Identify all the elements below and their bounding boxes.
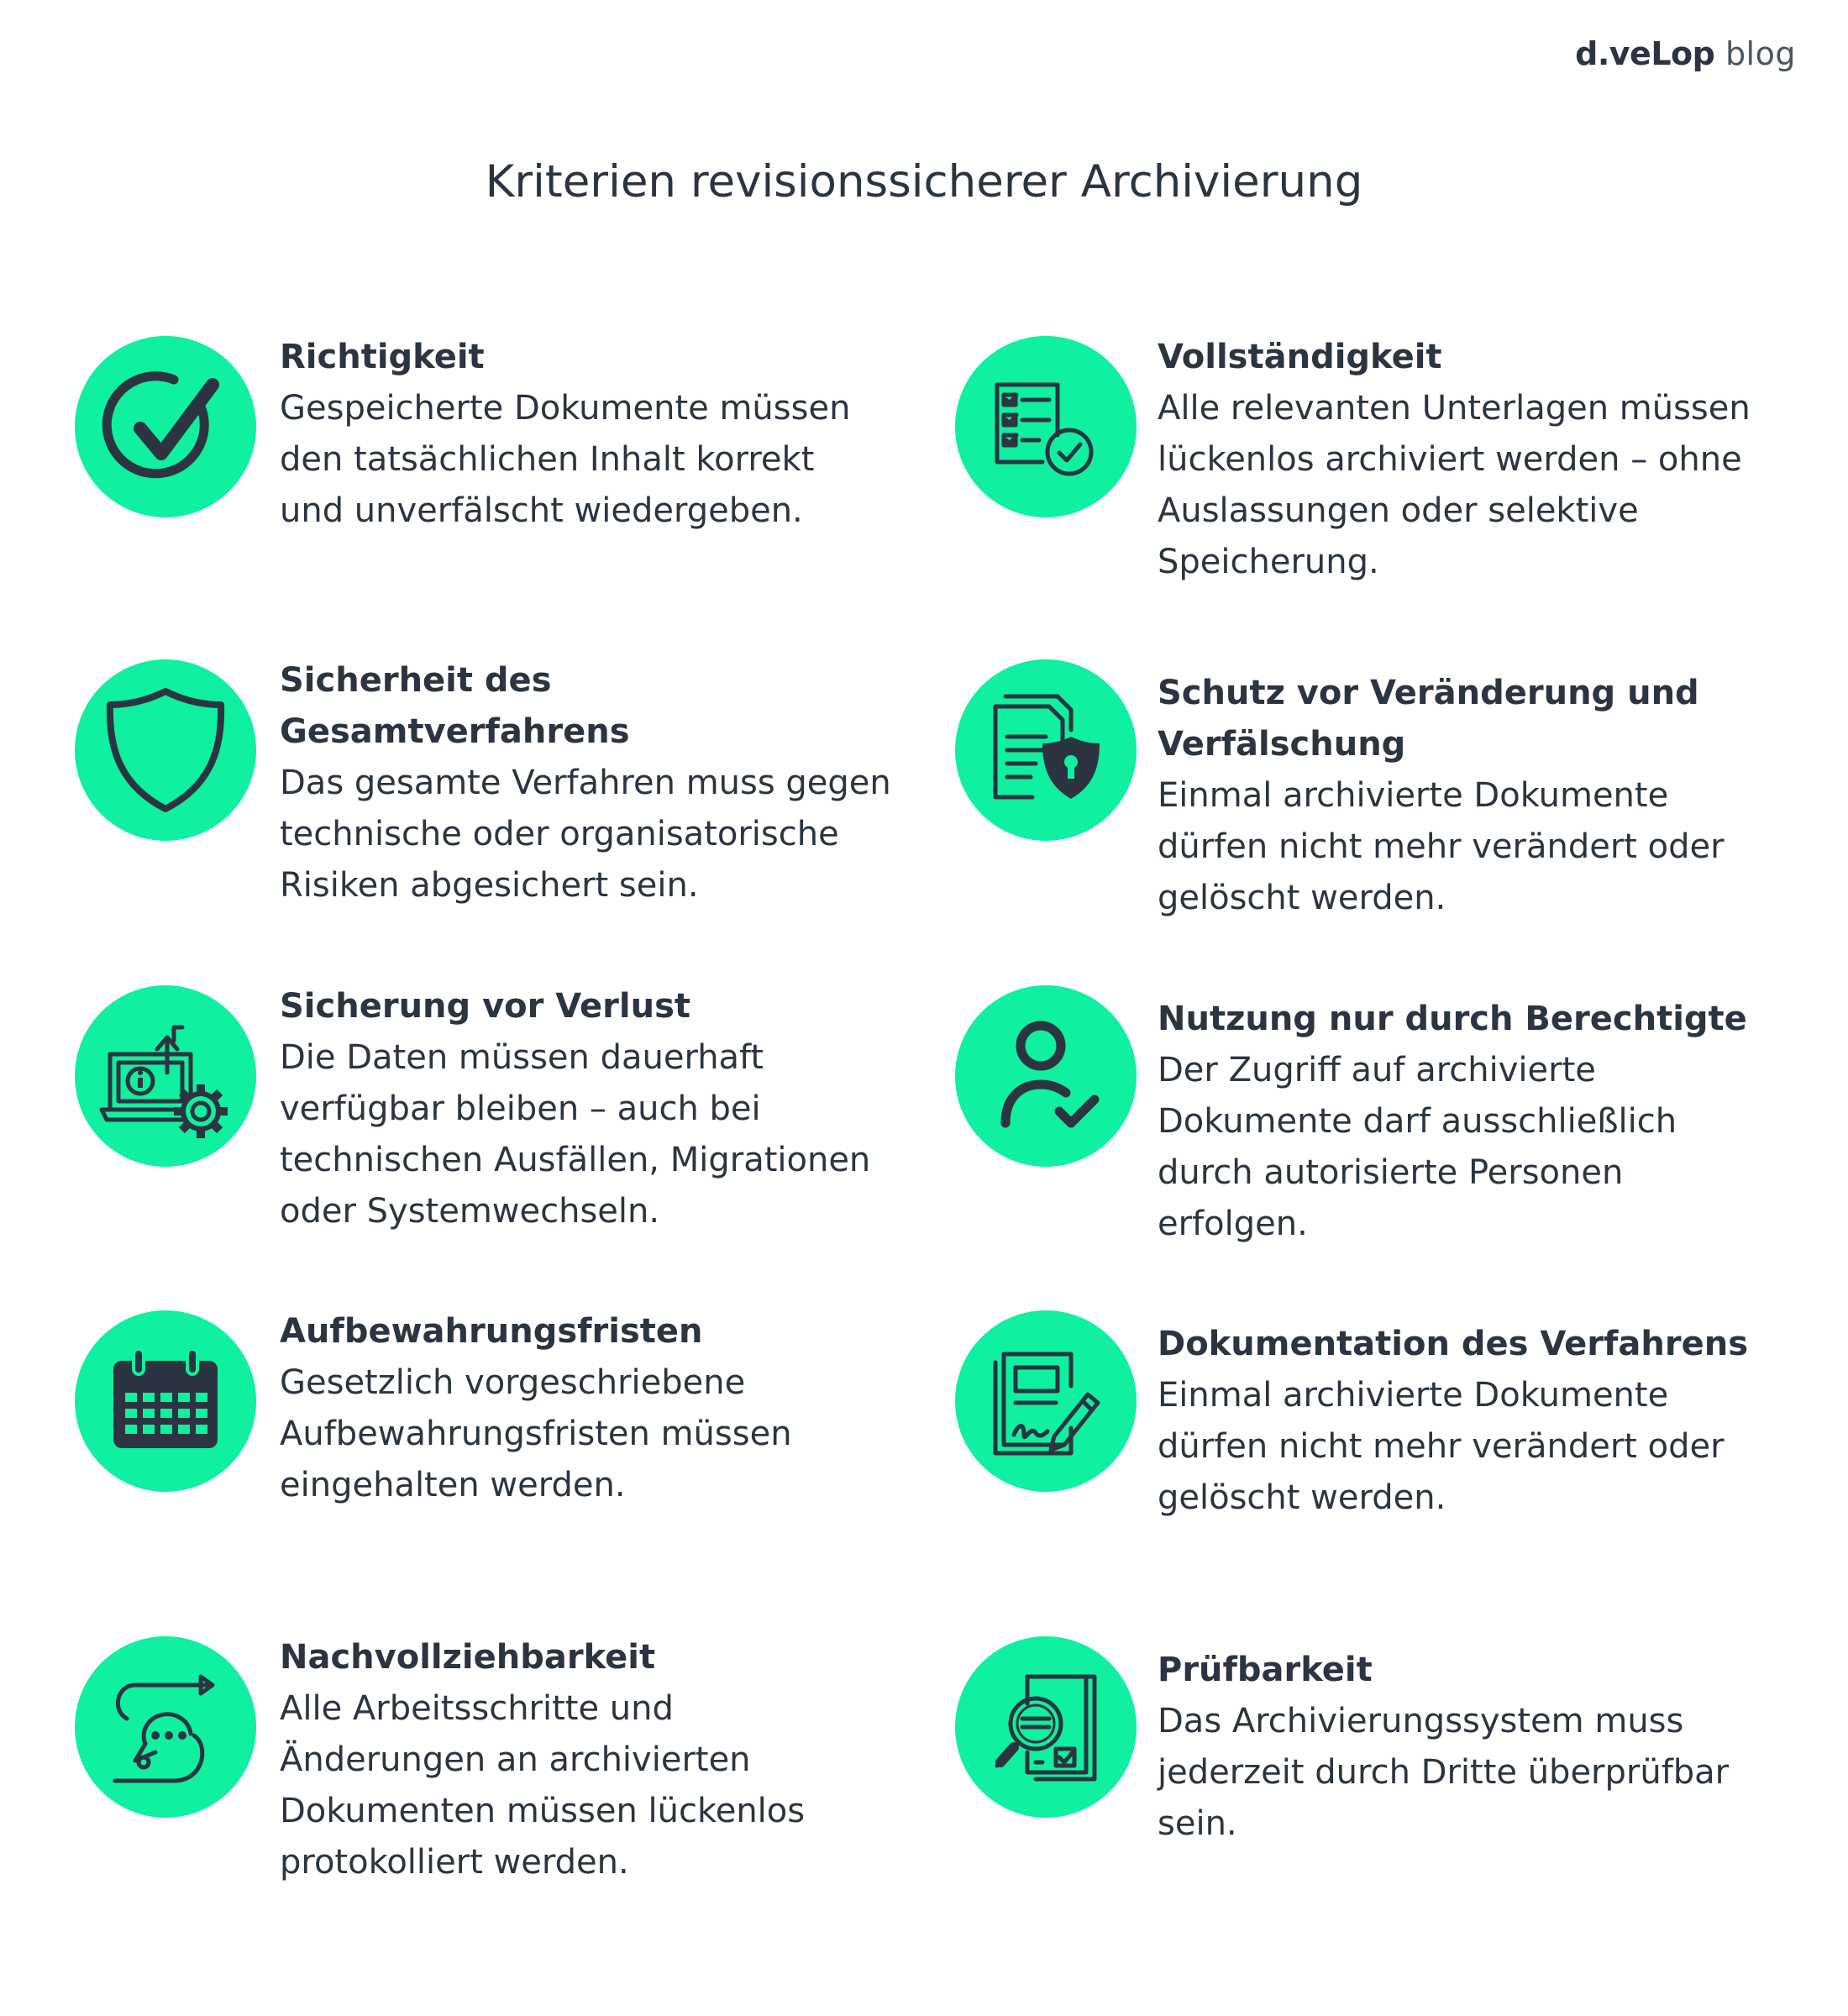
- document-signature-pen-icon: [955, 1310, 1137, 1492]
- criterion-body: Einmal archivierte Dokumente dürfen nicht mehr verändert oder gelöscht werden.: [1158, 1376, 1725, 1517]
- criterion-sicherheit: [280, 655, 893, 911]
- brand-logo: [1575, 35, 1796, 72]
- criterion-icon-sicherheit: [75, 659, 256, 841]
- criterion-icon-nachvollziehbarkeit: [75, 1636, 256, 1818]
- criterion-heading: Prüfbarkeit: [1158, 1651, 1373, 1689]
- criterion-icon-nutzung: [955, 985, 1137, 1167]
- criterion-icon-aufbewahrung: [75, 1310, 256, 1492]
- criterion-body: Das gesamte Verfahren muss gegen technische oder organisatorische Risiken abgesichert sein.: [280, 764, 891, 905]
- criterion-heading: Sicherheit des Gesamtverfahrens: [280, 661, 630, 751]
- criterion-icon-richtigkeit: [75, 336, 256, 517]
- checkmark-circle-icon: [75, 336, 256, 517]
- logo-suffix: blog: [1725, 35, 1796, 72]
- criterion-heading: Dokumentation des Verfahrens: [1158, 1325, 1749, 1363]
- criterion-heading: Aufbewahrungsfristen: [280, 1312, 703, 1351]
- criterion-heading: Richtigkeit: [280, 338, 485, 376]
- criterion-nachvollziehbarkeit: [280, 1632, 885, 1888]
- laptop-backup-gear-icon: [75, 985, 256, 1167]
- criterion-pruefbarkeit: [1158, 1645, 1762, 1850]
- criterion-schutz: [1158, 668, 1762, 924]
- criterion-body: Alle Arbeitsschritte und Änderungen an archivierten Dokumenten müssen lückenlos protokolliert werden.: [280, 1689, 806, 1882]
- criterion-icon-sicherung: [75, 985, 256, 1167]
- criterion-icon-schutz: [955, 659, 1137, 841]
- criterion-body: Der Zugriff auf archivierte Dokumente darf ausschließlich durch autorisierte Personen erfolgen.: [1158, 1051, 1677, 1243]
- criterion-body: Gesetzlich vorgeschriebene Aufbewahrungsfristen müssen eingehalten werden.: [280, 1363, 792, 1504]
- user-check-icon: [955, 985, 1137, 1167]
- checklist-document-icon: [955, 336, 1137, 517]
- criterion-heading: Schutz vor Veränderung und Verfälschung: [1158, 674, 1699, 764]
- process-path-icon: [75, 1636, 256, 1818]
- criterion-richtigkeit: [280, 332, 885, 537]
- criterion-heading: Sicherung vor Verlust: [280, 987, 691, 1026]
- calendar-icon: [75, 1310, 256, 1492]
- criterion-body: Die Daten müssen dauerhaft verfügbar bleiben – auch bei technischen Ausfällen, Migrationen oder Systemwechseln.: [280, 1038, 871, 1231]
- criterion-icon-pruefbarkeit: [955, 1636, 1137, 1818]
- criterion-body: Gespeicherte Dokumente müssen den tatsächlichen Inhalt korrekt und unverfälscht wiedergeben.: [280, 389, 851, 530]
- criterion-icon-dokumentation: [955, 1310, 1137, 1492]
- criterion-icon-vollstaendigkeit: [955, 336, 1137, 517]
- criterion-nutzung: [1158, 994, 1762, 1250]
- page-title: Kriterien revisionssicherer Archivierung: [485, 156, 1363, 207]
- criterion-dokumentation: [1158, 1319, 1762, 1524]
- criterion-sicherung: [280, 981, 901, 1237]
- audit-magnifier-icon: [955, 1636, 1137, 1818]
- shield-icon: [75, 659, 256, 841]
- logo-brand: d.veLop: [1575, 35, 1715, 72]
- document-lock-icon: [955, 659, 1137, 841]
- criterion-heading: Vollständigkeit: [1158, 338, 1442, 376]
- criterion-aufbewahrung: [280, 1306, 885, 1511]
- criterion-body: Das Archivierungssystem muss jederzeit durch Dritte überprüfbar sein.: [1158, 1702, 1730, 1843]
- criterion-body: Einmal archivierte Dokumente dürfen nicht mehr verändert oder gelöscht werden.: [1158, 776, 1725, 917]
- criterion-heading: Nachvollziehbarkeit: [280, 1638, 656, 1677]
- criterion-body: Alle relevanten Unterlagen müssen lückenlos archiviert werden – ohne Auslassungen oder selektive Speicherung.: [1158, 389, 1751, 581]
- criterion-vollstaendigkeit: [1158, 332, 1762, 588]
- criterion-heading: Nutzung nur durch Berechtigte: [1158, 1000, 1747, 1038]
